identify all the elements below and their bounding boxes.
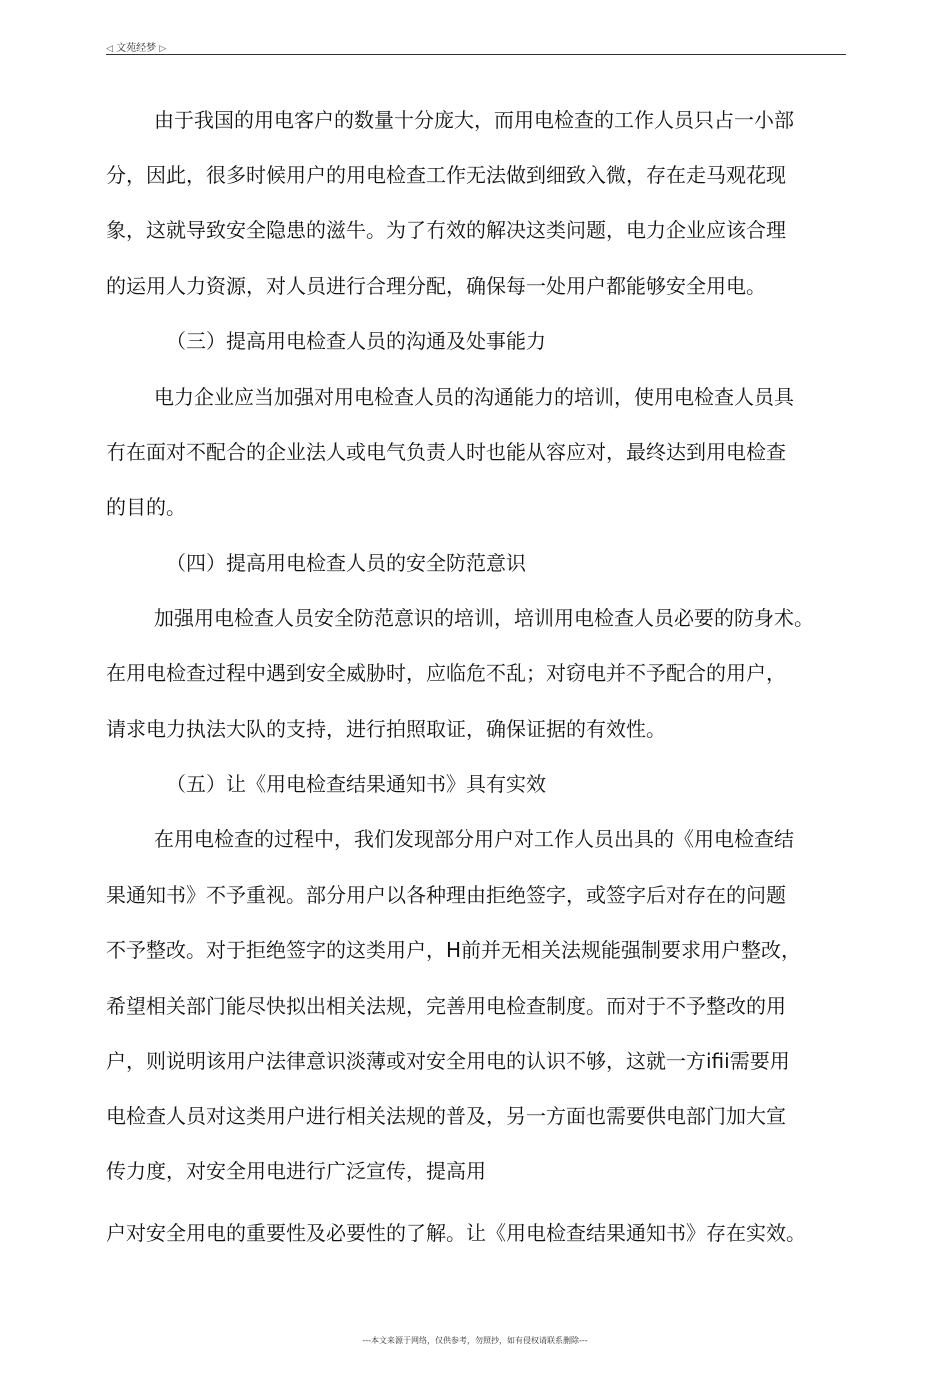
paragraph-line: 传力度，对安全用电进行广泛宣传，提高用 [106, 1159, 486, 1183]
paragraph-line: 冇在面对不配合的企业法人或电气负责人时也能从容应对，最终达到用电检查 [106, 440, 786, 464]
right-triangle-icon: ▷ [159, 44, 167, 54]
paragraph-line: 在用电检查过程中遇到安全威胁时，应临危不乱；对窃电并不予配合的用户， [106, 661, 786, 685]
section-heading: （四）提高用电检查人员的安全防范意识 [166, 551, 526, 575]
section-heading: （三）提高用电检查人员的沟通及处事能力 [166, 329, 546, 353]
paragraph-line: 象，这就导致安全隐患的滋牛。为了冇效的解决这类问题，电力企业应该合理 [106, 218, 786, 242]
page-header [106, 36, 846, 55]
paragraph-line: 的目的。 [106, 495, 186, 519]
page-footer: ---本文来源于网络，仅供参考，勿照抄，如有侵权请联系删除--- [362, 1336, 588, 1345]
section-heading: （五）让《用电检查结果通知书》具有实效 [166, 772, 546, 796]
left-triangle-icon: ◁ [106, 44, 113, 54]
paragraph-line: 希望相关部门能尽快拟出相关法规，完善用电检查制度。而对于不予整改的用 [106, 994, 786, 1018]
paragraph-line: 请求电力执法大队的支持，进行拍照取证，确保证据的有效性。 [106, 717, 666, 741]
paragraph-line: 电检查人员对这类用户进行相关法规的普及，另一方面也需要供电部门加大宣 [106, 1104, 786, 1128]
paragraph-line: 果通知书》不予重视。部分用户以各种理由拒绝签字，或签字后对存在的问题 [106, 883, 786, 907]
paragraph-line: 在用电检查的过程中，我们发现部分用户对工作人员出具的《用电检查结 [154, 827, 794, 851]
paragraph-line: 户对安全用电的重要性及必要性的了解。让《用电检查结果通知书》存在实效。 [106, 1221, 806, 1245]
paragraph-line: 不予整改。对于拒绝签字的这类用户，H前并无相关法规能强制要求用户整改， [106, 938, 802, 962]
paragraph-line: 的运用人力资源，对人员进行合理分配，确保每一处用户都能够安全用电。 [106, 274, 766, 298]
header-text [106, 39, 166, 54]
header-title: 文苑经梦 [116, 43, 157, 54]
paragraph-line: 户，则说明该用户法律意识淡薄或对安全用电的认识不够，这就一方ifii需要用 [106, 1049, 790, 1073]
paragraph-line: 加强用电检查人员安全防范意识的培训，培训用电检查人员必要的防身术。 [154, 606, 814, 630]
paragraph-line: 由于我国的用电客户的数量十分庞大，而用电检查的工作人员只占一小部 [154, 108, 794, 132]
paragraph-line: 分，因此，很多时候用户的用电检查工作无法做到细致入微，存在走马观花现 [106, 163, 786, 187]
paragraph-line: 电力企业应当加强对用电检查人员的沟通能力的培训，使用电检查人员具 [154, 385, 794, 409]
